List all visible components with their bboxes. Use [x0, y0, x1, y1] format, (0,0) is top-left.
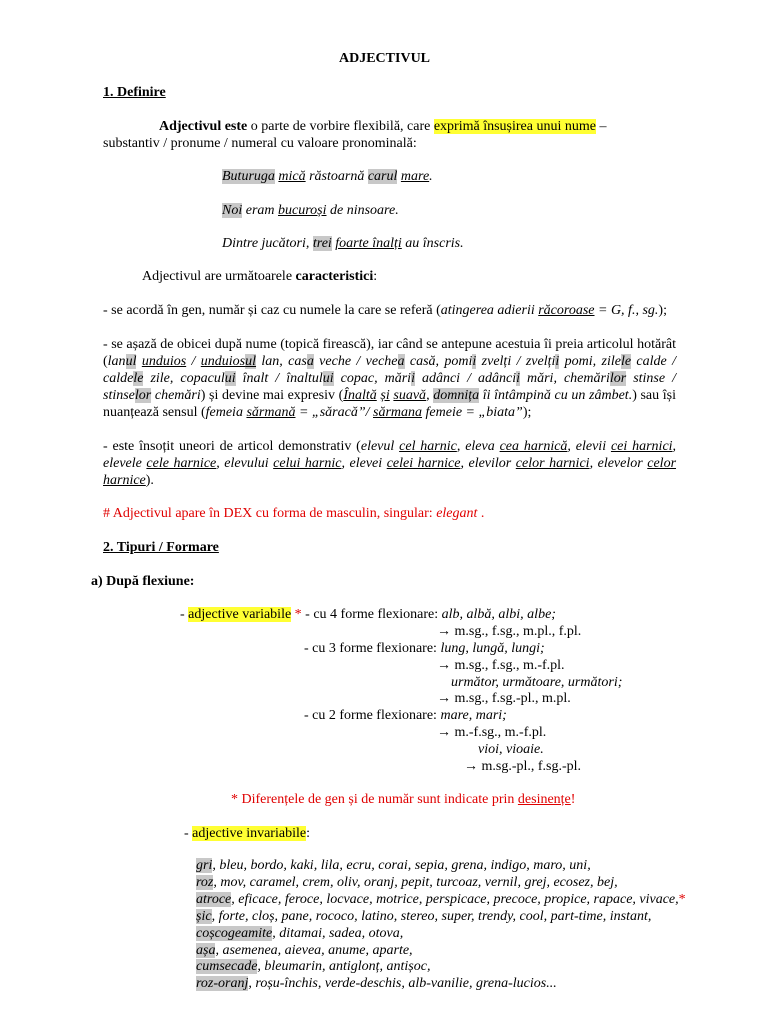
f3-words2: următor, următoare, următori;: [451, 675, 623, 690]
invariable-list-7: cumsecade, bleumarin, antiglonț, antișoc,: [196, 959, 431, 974]
invariable-list-3: atroce, eficace, feroce, locvace, motrice, perspicace, precoce, propice, rapace, vivace,*: [196, 892, 686, 907]
f3-forms2: → m.sg., f.sg.-pl., m.pl.: [437, 691, 571, 706]
section-heading-tipuri: 2. Tipuri / Formare: [103, 540, 219, 555]
f2-forms2: → m.sg.-pl., f.sg.-pl.: [464, 759, 582, 774]
invariable-list-5: coșcogeamite, ditamai, sadea, otova,: [196, 926, 404, 941]
bullet-position: - se așază de obicei după nume (topică firească), iar când se antepune acestuia îi preia articolul hotărât (lanul unduios / unduiosul lan, casa veche / vechea casă, pomii zvelți / zvelții pomi, zilele calde / caldele zile, copacului înalt / înaltului copac, mării adânci / adâncii mări, chemărilor stinse / stinselor chemări) și devine mai expresiv (Înaltă și suavă, domnița îi întâmpină cu un zâmbet.) sau își nuanțează sensul (femeia sărmană = „săracă”/ sărmana femeie = „biata”);: [103, 337, 677, 420]
f3-forms: → m.sg., f.sg., m.-f.pl.: [437, 658, 565, 673]
definition-paragraph: Adjectivul este o parte de vorbire flexibilă, care exprimă însușirea unui nume –: [159, 119, 607, 134]
invariable-list-2: roz, mov, caramel, crem, oliv, oranj, pepit, turcoaz, vernil, grej, ecosez, bej,: [196, 875, 618, 890]
f4-forms: → m.sg., f.sg., m.pl., f.pl.: [437, 624, 582, 639]
f2-forms: → m.-f.sg., m.-f.pl.: [437, 725, 547, 740]
definition-subject: Adjectivul este: [159, 119, 248, 134]
definition-highlight: exprimă însușirea unui nume: [433, 119, 596, 134]
bullet-agreement: - se acordă în gen, număr și caz cu numele la care se referă (atingerea adierii răcoroase = G, f., sg.);: [103, 303, 667, 318]
f3-line: - cu 3 forme flexionare: lung, lungă, lungi;: [304, 641, 545, 656]
example-3: Dintre jucători, trei foarte înalți au înscris.: [222, 236, 464, 251]
dex-note: # Adjectivul apare în DEX cu forma de masculin, singular: elegant .: [103, 506, 485, 521]
bullet-demonstrative: - este însoțit uneori de articol demonstrativ (elevul cel harnic, eleva cea harnică, elevii cei harnici, elevele cele harnice, elevului celui harnic, elevei celei harnice, elevilor celor harnici, elevelor celor harnice).: [103, 439, 677, 488]
f2-words2: vioi, vioaie.: [478, 742, 544, 757]
definition-line2: substantiv / pronume / numeral cu valoare pronominală:: [103, 136, 417, 151]
example-2: Noi eram bucuroși de ninsoare.: [222, 203, 399, 218]
variable-label: adjective variabile: [188, 607, 292, 622]
characteristics-intro: Adjectivul are următoarele caracteristici:: [142, 269, 378, 284]
invariable-list-4: șic, forte, cloș, pane, rococo, latino, stereo, super, trendy, cool, part-time, instant,: [196, 909, 652, 924]
page-title: ADJECTIVUL: [339, 51, 431, 66]
subheading-flexiune: a) După flexiune:: [91, 574, 195, 589]
invariable-adjectives-line: - adjective invariabile:: [184, 826, 310, 841]
desinente-note: * Diferențele de gen și de număr sunt indicate prin desinențe!: [231, 792, 576, 807]
invariable-label: adjective invariabile: [192, 826, 307, 841]
invariable-list-8: roz-oranj, roșu-închis, verde-deschis, alb-vanilie, grena-lucios...: [196, 976, 557, 991]
f2-line: - cu 2 forme flexionare: mare, mari;: [304, 708, 507, 723]
example-1: Buturuga mică răstoarnă carul mare.: [222, 169, 433, 184]
section-heading-definire: 1. Definire: [103, 85, 166, 100]
invariable-list-1: gri, bleu, bordo, kaki, lila, ecru, corai, sepia, grena, indigo, maro, uni,: [196, 858, 591, 873]
variable-adjectives-line: - adjective variabile * - cu 4 forme flexionare: alb, albă, albi, albe;: [180, 607, 556, 622]
invariable-list-6: așa, asemenea, aievea, anume, aparte,: [196, 943, 413, 958]
